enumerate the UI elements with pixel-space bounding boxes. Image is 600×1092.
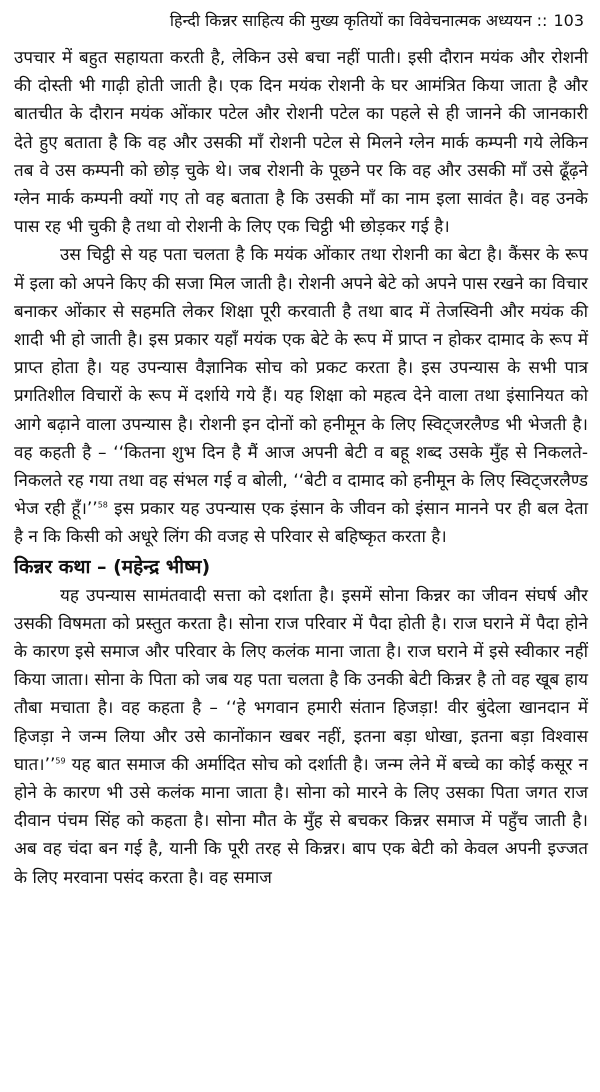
paragraph-2: [14, 241, 588, 551]
page-number: 103: [553, 11, 584, 30]
running-header: [14, 10, 588, 44]
paragraph-2-text-start: उस चिट्ठी से यह पता चलता है कि मयंक ओंकार तथा रोशनी का बेटा है। कैंसर के रूप में इला को अपने किए की सजा मिल जाती है। रोशनी अपने बेटे को अपने पास रखने का विचार बनाकर ओंकार से सहमति लेकर शिक्षा पूरी करवाती है तथा बाद में तेजस्विनी और मयंक की शादी भी हो जाती है। इस प्रकार यहाँ मयंक एक बेटे के रूप में प्राप्त न होकर दामाद के रूप में प्राप्त होता है। यह उपन्यास वैज्ञानिक सोच को प्रकट करता है। इस उपन्यास के सभी पात्र प्रगतिशील विचारों के रूप में दर्शाये गये हैं। यह शिक्षा को महत्व देने वाला तथा इंसानियत को आगे बढ़ाने वाला उपन्यास है। रोशनी इन दोनों को हनीमून के लिए स्विट्जरलैण्ड भी भेजती है। वह कहती है – ‘‘कितना शुभ दिन है मैं आज अपनी बेटी व बहू शब्द उसके मुँह से निकलते-निकलते रह गया तथा वह संभल गई व बोली, ‘‘बेटी व दामाद को हनीमून के लिए स्विट्जरलैण्ड भेज रही हूँ।’’: [14, 245, 588, 520]
paragraph-3-text-start: यह उपन्यास सामंतवादी सत्ता को दर्शाता है। इसमें सोना किन्नर का जीवन संघर्ष और उसकी विषमता को प्रस्तुत करता है। सोना राज परिवार में पैदा होती है। राज घराने में पैदा होने के कारण इसे समाज और परिवार के लिए कलंक माना जाता है। राज घराने में इसे स्वीकार नहीं किया जाता। सोना के पिता को जब यह पता चलता है कि उनकी बेटी किन्नर है तो वह खूब हाय तौबा मचाता है। वह कहता है – ‘‘हे भगवान हमारी संतान हिजड़ा! वीर बुंदेला खानदान में हिजड़ा ने जन्म लिया और उसे कानोंकान खबर नहीं, इतना बड़ा धोखा, इतना बड़ा विश्वास घात।’’: [14, 585, 588, 775]
paragraph-3-text-end: यह बात समाज की अर्मादित सोच को दर्शाती है। जन्म लेने में बच्चे का कोई कसूर न होने के कारण भी उसे कलंक माना जाता है। सोना को मारने के लिए उसका पिता जगत राज दीवान पंचम सिंह को कहता है। सोना मौत के मुँह से बचकर किन्नर समाज में पहुँच जाती है। अब वह चंदा बन गई है, यानी कि पूरी तरह से किन्नर। बाप एक बेटी को केवल अपनी इज्जत के लिए मरवाना पसंद करता है। वह समाज: [14, 754, 588, 888]
section-heading: किन्नर कथा – (महेन्द्र भीष्म): [14, 555, 211, 578]
running-header-title: हिन्दी किन्नर साहित्य की मुख्य कृतियों का विवेचनात्मक अध्ययन ::: [169, 11, 548, 30]
paragraph-2-text-end: इस प्रकार यह उपन्यास एक इंसान के जीवन को इंसान मानने पर ही बल देता है न कि किसी को अधूरे लिंग की वजह से परिवार से बहिष्कृत करता है।: [14, 499, 588, 548]
footnote-marker-58: 58: [97, 500, 108, 510]
footnote-marker-59: 59: [55, 756, 66, 766]
paragraph-3: [14, 582, 588, 892]
paragraph-1: उपचार में बहुत सहायता करती है, लेकिन उसे बचा नहीं पाती। इसी दौरान मयंक और रोशनी की दोस्ती भी गाढ़ी होती जाती है। एक दिन मयंक रोशनी के घर आमंत्रित किया जाता है और बातचीत के दौरान मयंक ओंकार पटेल और रोशनी पटेल का पहले से ही जानने की जानकारी देते हुए बताता है कि वह और उसकी माँ रोशनी पटेल से मिलने ग्लेन मार्क कम्पनी गये लेकिन तब वे उस कम्पनी को छोड़ चुके थे। जब रोशनी के पूछने पर कि वह और उसकी माँ उसे ढूँढ़ने ग्लेन मार्क कम्पनी क्यों गए तो वह बताता है कि उसकी माँ का नाम इला सावंत है। वह उनके पास रह भी चुकी है तथा वो रोशनी के लिए एक चिट्ठी भी छोड़कर गई है।: [14, 48, 588, 238]
